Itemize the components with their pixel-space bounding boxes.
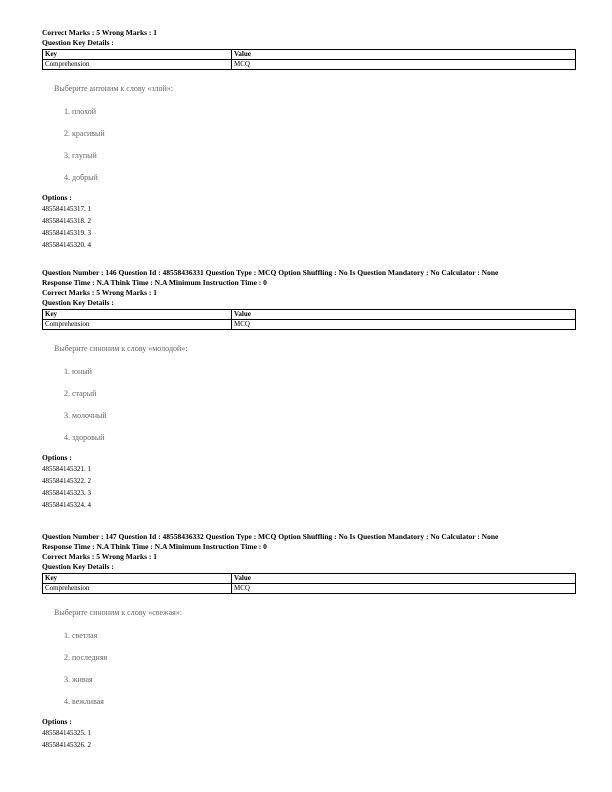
options-label: Options : <box>42 453 72 462</box>
options-label: Options : <box>42 717 72 726</box>
key-cell: Comprehension <box>43 60 232 70</box>
key-cell: Comprehension <box>43 584 232 594</box>
table-row <box>43 584 576 594</box>
key-details-label: Question Key Details : <box>42 38 114 47</box>
question-block-147 <box>42 532 576 751</box>
option-id: 485584145325. 1 <box>42 729 91 737</box>
key-value-table <box>42 49 576 70</box>
table-header-row <box>43 50 576 60</box>
choice-1: 1. светлая <box>64 631 98 640</box>
value-header: Value <box>232 310 576 320</box>
marks-line: Correct Marks : 5 Wrong Marks : 1 <box>42 28 158 37</box>
key-details-label: Question Key Details : <box>42 298 114 307</box>
option-id: 485584145317. 1 <box>42 205 91 213</box>
question-text: Выберите антоним к слову «злой»: <box>54 84 173 93</box>
table-header-row <box>43 574 576 584</box>
question-meta-line: Response Time : N.A Think Time : N.A Minimum Instruction Time : 0 <box>42 542 267 551</box>
key-value-table <box>42 309 576 330</box>
option-id: 485584145323. 3 <box>42 489 91 497</box>
key-header: Key <box>43 50 232 60</box>
question-block-146 <box>42 268 576 511</box>
choice-4: 4. здоровый <box>64 433 105 442</box>
option-id: 485584145326. 2 <box>42 741 91 749</box>
table-row <box>43 60 576 70</box>
question-text: Выберите синоним к слову «молодой»: <box>54 344 188 353</box>
key-cell: Comprehension <box>43 320 232 330</box>
marks-line: Correct Marks : 5 Wrong Marks : 1 <box>42 552 158 561</box>
option-id: 485584145319. 3 <box>42 229 91 237</box>
key-value-table <box>42 573 576 594</box>
choice-2: 2. старый <box>64 389 97 398</box>
option-id: 485584145320. 4 <box>42 241 91 249</box>
choice-2: 2. красивый <box>64 129 105 138</box>
question-meta-line: Question Number : 147 Question Id : 48558436332 Question Type : MCQ Option Shuffling : No Is Question Mandatory : No Calculator : None <box>42 532 499 541</box>
choice-1: 1. плохой <box>64 107 97 116</box>
table-header-row <box>43 310 576 320</box>
choice-3: 3. молочный <box>64 411 107 420</box>
choice-4: 4. добрый <box>64 173 98 182</box>
choice-3: 3. живая <box>64 675 93 684</box>
choice-1: 1. юный <box>64 367 92 376</box>
choice-4: 4. вежливая <box>64 697 104 706</box>
question-text: Выберите синоним к слову «свежая»: <box>54 608 183 617</box>
options-label: Options : <box>42 193 72 202</box>
key-details-label: Question Key Details : <box>42 562 114 571</box>
table-row <box>43 320 576 330</box>
key-header: Key <box>43 574 232 584</box>
option-id: 485584145321. 1 <box>42 465 91 473</box>
marks-line: Correct Marks : 5 Wrong Marks : 1 <box>42 288 158 297</box>
choice-2: 2. последняя <box>64 653 108 662</box>
key-header: Key <box>43 310 232 320</box>
option-id: 485584145324. 4 <box>42 501 91 509</box>
value-header: Value <box>232 574 576 584</box>
question-meta-line: Question Number : 146 Question Id : 48558436331 Question Type : MCQ Option Shuffling : No Is Question Mandatory : No Calculator : None <box>42 268 499 277</box>
question-meta-line: Response Time : N.A Think Time : N.A Minimum Instruction Time : 0 <box>42 278 267 287</box>
choice-3: 3. глупый <box>64 151 97 160</box>
value-cell: MCQ <box>232 320 576 330</box>
question-block-1 <box>42 28 576 251</box>
option-id: 485584145322. 2 <box>42 477 91 485</box>
value-cell: MCQ <box>232 584 576 594</box>
value-cell: MCQ <box>232 60 576 70</box>
value-header: Value <box>232 50 576 60</box>
option-id: 485584145318. 2 <box>42 217 91 225</box>
